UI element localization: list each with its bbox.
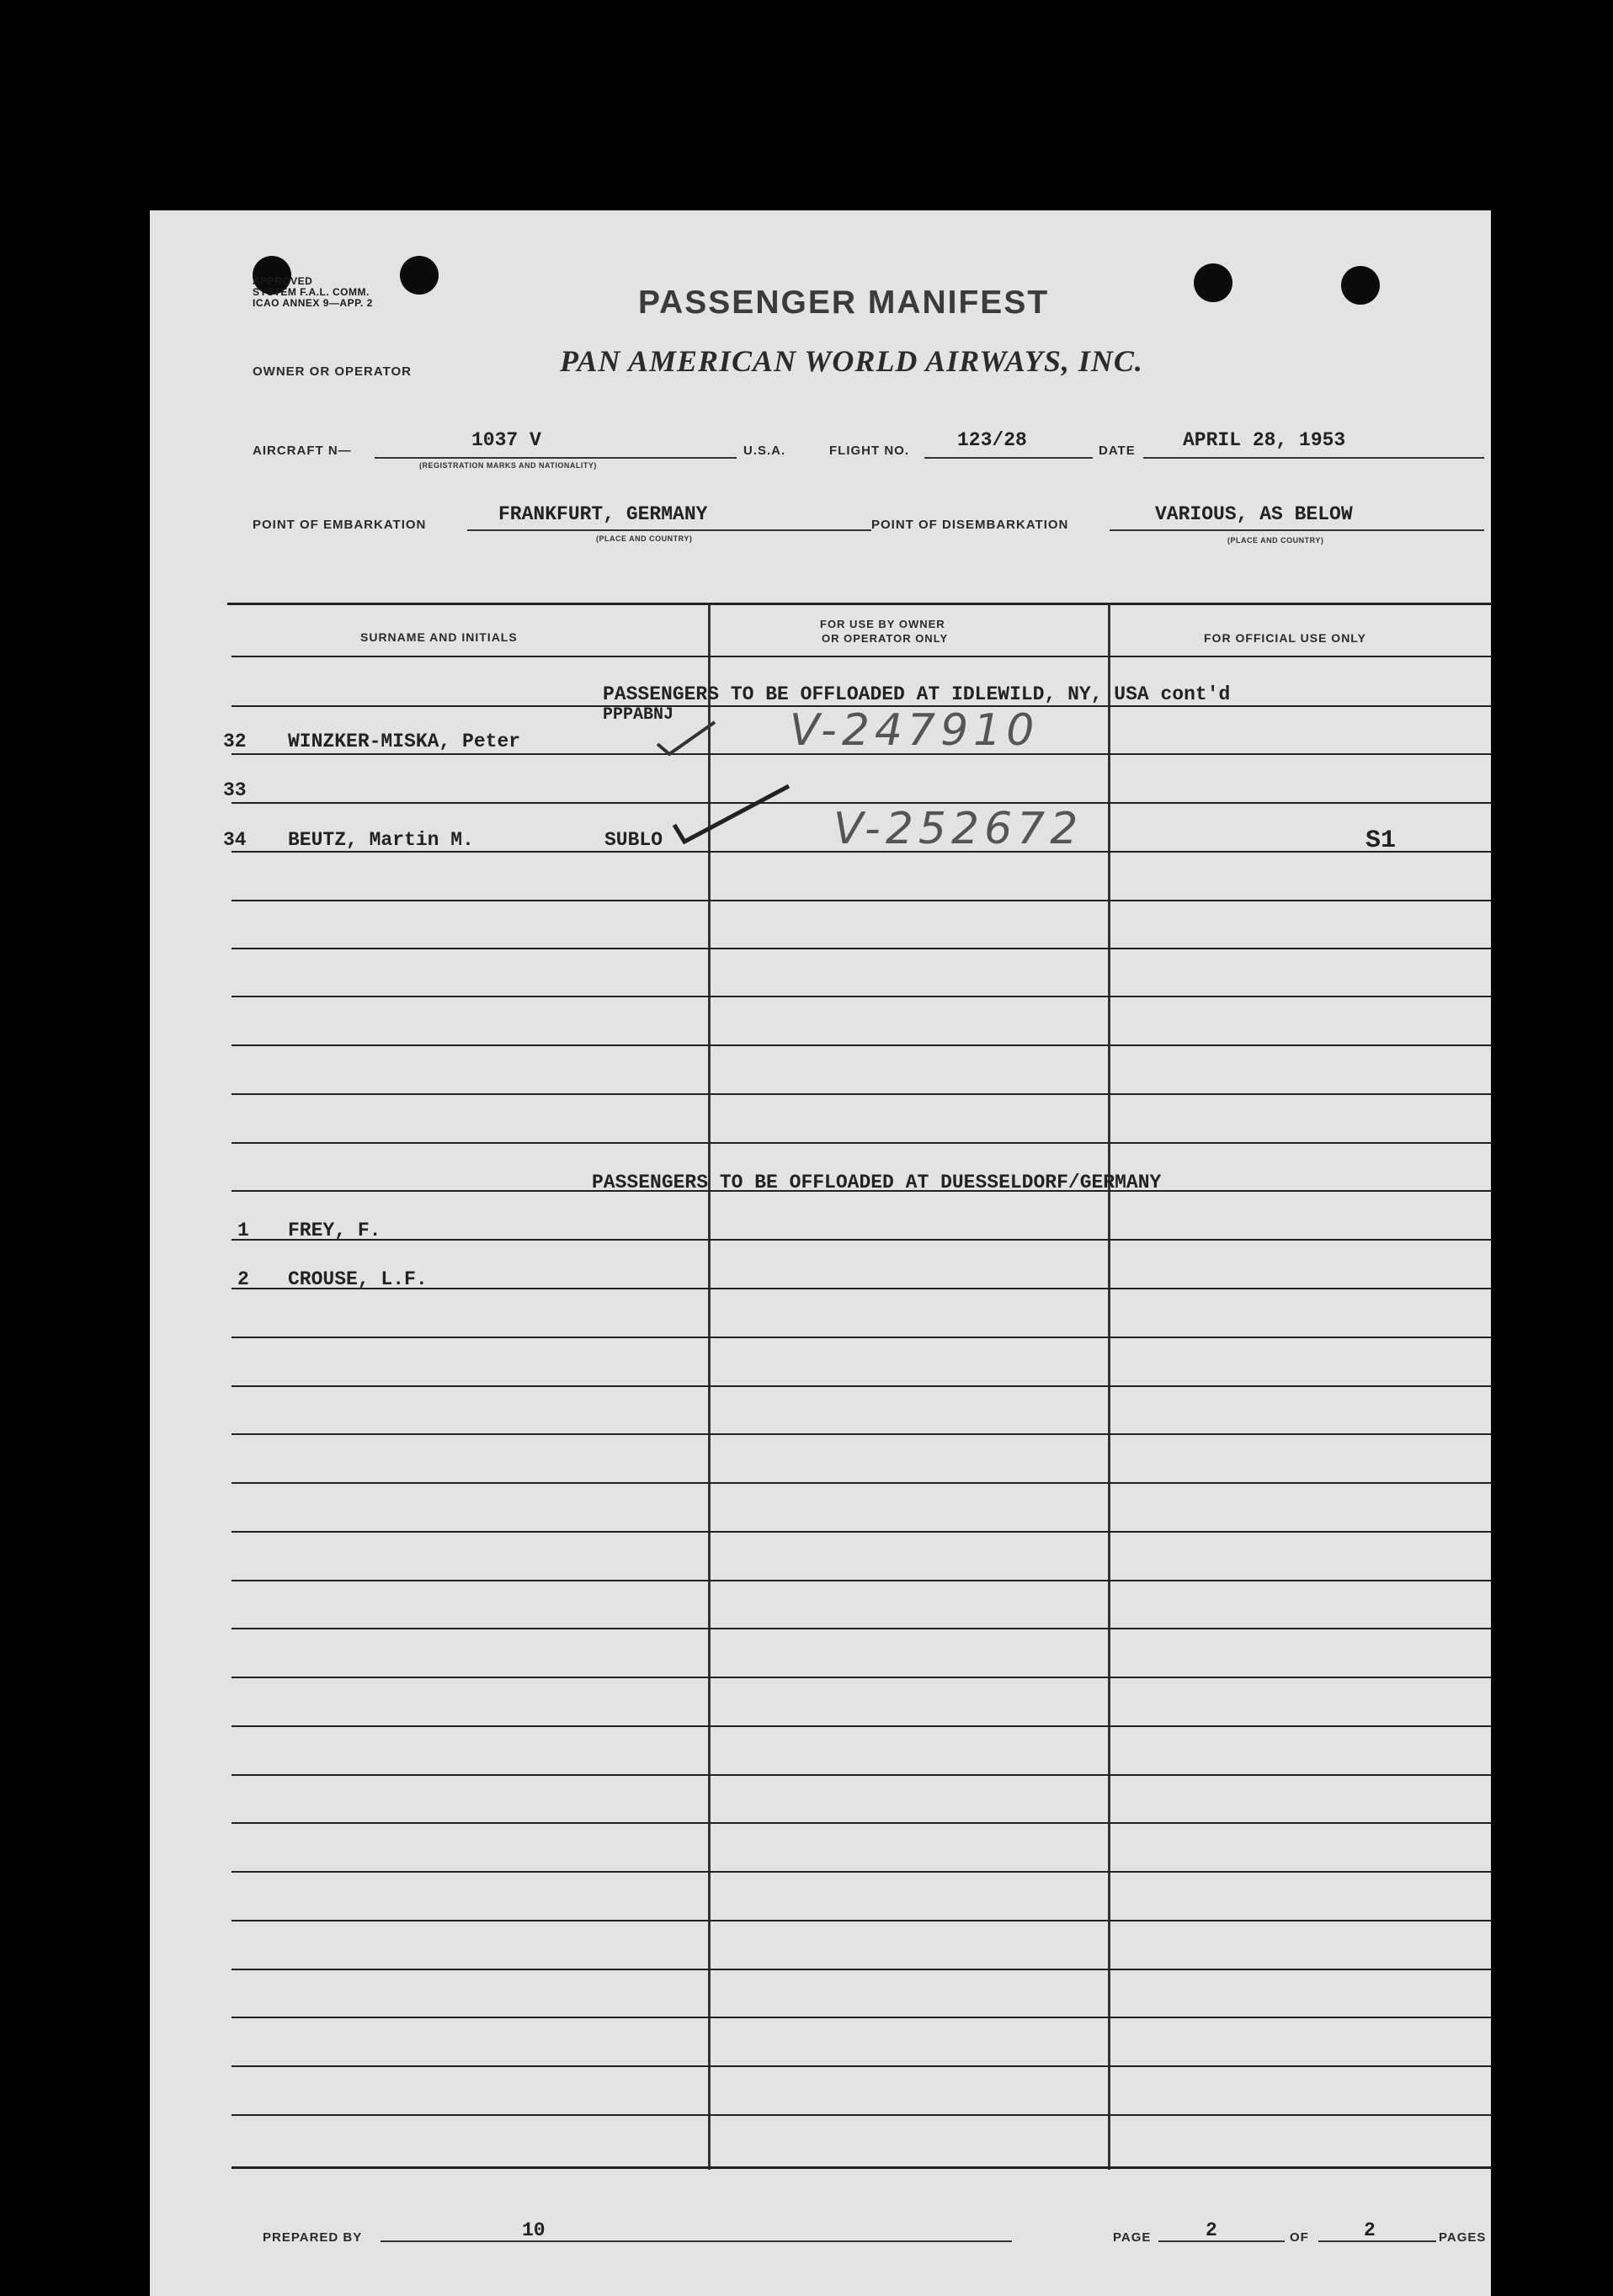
- col-header-official: FOR OFFICIAL USE ONLY: [1204, 631, 1366, 645]
- section-heading: PASSENGERS TO BE OFFLOADED AT DUESSELDORF/GERMANY: [592, 1172, 1162, 1193]
- table-rule: [232, 1822, 1492, 1824]
- embark-underline: [467, 529, 871, 531]
- table-rule: [232, 1580, 1492, 1581]
- owner-value: PAN AMERICAN WORLD AIRWAYS, INC.: [560, 344, 1143, 378]
- form-title: PASSENGER MANIFEST: [638, 284, 1050, 321]
- page-value: 2: [1206, 2219, 1217, 2241]
- punch-hole: [400, 256, 439, 295]
- handwritten-visa: V-247910: [790, 705, 1040, 756]
- table-rule: [232, 1628, 1492, 1629]
- row-number: 32: [223, 731, 247, 752]
- row-number: 2: [237, 1268, 249, 1290]
- prepared-value: 10: [522, 2219, 546, 2241]
- column-divider: [1108, 604, 1110, 2170]
- of-value: 2: [1364, 2219, 1376, 2241]
- usa-label: U.S.A.: [743, 444, 786, 458]
- page-label: PAGE: [1113, 2230, 1152, 2245]
- disembark-value: VARIOUS, AS BELOW: [1155, 503, 1353, 525]
- table-rule: [232, 2065, 1492, 2067]
- table-rule: [232, 1531, 1492, 1533]
- approval-line: ICAO ANNEX 9—APP. 2: [253, 297, 373, 309]
- aircraft-label: AIRCRAFT N—: [253, 444, 352, 458]
- pages-label: PAGES: [1439, 2230, 1487, 2245]
- disembark-caption: (PLACE AND COUNTRY): [1227, 536, 1324, 545]
- table-rule: [232, 1239, 1492, 1241]
- embark-caption: (PLACE AND COUNTRY): [596, 534, 693, 543]
- disembark-underline: [1110, 529, 1484, 531]
- handwritten-visa: V-252672: [833, 804, 1083, 854]
- table-rule: [232, 1969, 1492, 1970]
- table-top-border: [227, 603, 1492, 605]
- table-rule: [232, 2017, 1492, 2018]
- approval-line: APPROVED: [253, 275, 313, 287]
- passenger-name: WINZKER-MISKA, Peter: [288, 731, 521, 752]
- approval-line: SYSTEM F.A.L. COMM.: [253, 286, 370, 298]
- table-rule: [232, 1433, 1492, 1435]
- table-rule: [232, 1677, 1492, 1678]
- punch-hole: [1194, 263, 1232, 302]
- date-value: APRIL 28, 1953: [1183, 429, 1346, 451]
- table-rule: [232, 2114, 1492, 2116]
- table-rule: [232, 1044, 1492, 1046]
- prepared-underline: [381, 2240, 1012, 2242]
- table-rule: [232, 948, 1492, 949]
- table-rule: [232, 1920, 1492, 1921]
- table-rule: [232, 996, 1492, 997]
- table-rule: [232, 1385, 1492, 1387]
- passenger-name: BEUTZ, Martin M.: [288, 829, 474, 851]
- checkmark-icon: [669, 783, 796, 850]
- disembark-label: POINT OF DISEMBARKATION: [871, 518, 1069, 532]
- official-mark: S1: [1365, 826, 1397, 855]
- flight-value: 123/28: [957, 429, 1027, 451]
- table-rule: [232, 1482, 1492, 1484]
- passenger-code: PPPABNJ: [603, 705, 674, 725]
- section-heading: PASSENGERS TO BE OFFLOADED AT IDLEWILD, NY, USA cont'd: [603, 683, 1231, 705]
- embark-label: POINT OF EMBARKATION: [253, 518, 427, 532]
- table-rule: [232, 656, 1492, 657]
- table-rule: [232, 1774, 1492, 1776]
- table-rule: [232, 1093, 1492, 1095]
- col-header-surname: SURNAME AND INITIALS: [360, 630, 518, 644]
- row-number: 1: [237, 1220, 249, 1241]
- passenger-name: CROUSE, L.F.: [288, 1268, 428, 1290]
- page-underline: [1158, 2240, 1285, 2242]
- embark-value: FRANKFURT, GERMANY: [498, 503, 708, 525]
- date-underline: [1143, 457, 1484, 459]
- approval-block: [253, 276, 373, 309]
- owner-label: OWNER OR OPERATOR: [253, 364, 412, 379]
- row-number: 34: [223, 829, 247, 851]
- table-rule: [232, 1337, 1492, 1338]
- table-rule: [232, 1142, 1492, 1144]
- aircraft-value: 1037 V: [471, 429, 541, 451]
- row-number: 33: [223, 779, 247, 801]
- col-header-owner-1: FOR USE BY OWNER: [820, 618, 945, 630]
- of-underline: [1318, 2240, 1436, 2242]
- of-label: OF: [1290, 2230, 1309, 2245]
- punch-hole: [1341, 266, 1380, 305]
- col-header-owner-2: OR OPERATOR ONLY: [822, 632, 949, 645]
- checkmark-icon: [652, 717, 720, 759]
- aircraft-underline: [375, 457, 737, 459]
- registration-caption: (REGISTRATION MARKS AND NATIONALITY): [419, 461, 597, 470]
- flight-underline: [924, 457, 1093, 459]
- passenger-name: FREY, F.: [288, 1220, 381, 1241]
- table-rule: [232, 900, 1492, 901]
- table-bottom-border: [232, 2166, 1492, 2169]
- passenger-code: SUBLO: [604, 829, 663, 851]
- table-rule: [232, 1871, 1492, 1873]
- flight-label: FLIGHT NO.: [829, 444, 909, 458]
- date-label: DATE: [1099, 444, 1136, 458]
- prepared-label: PREPARED BY: [263, 2230, 363, 2245]
- table-rule: [232, 1725, 1492, 1727]
